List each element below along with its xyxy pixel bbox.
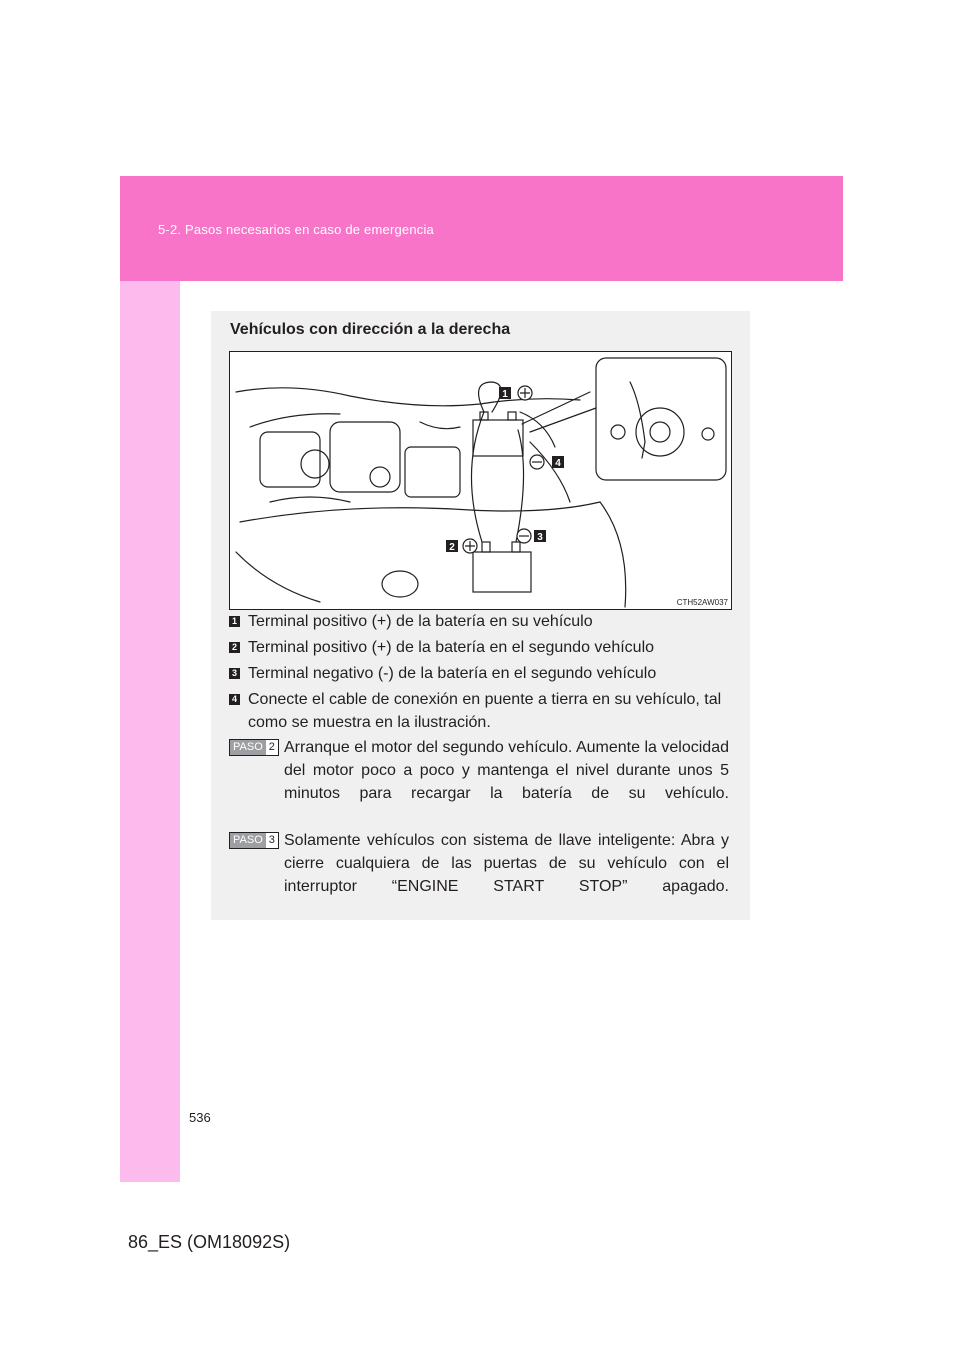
legend-number: 3 (229, 668, 240, 679)
step-badge (229, 832, 279, 849)
legend-item-2 (229, 636, 731, 659)
box-heading: Vehículos con dirección a la derecha (230, 321, 511, 338)
legend-text: Terminal negativo (-) de la batería en el segundo vehículo (248, 665, 657, 682)
legend-number: 4 (229, 694, 240, 705)
page-number: 536 (189, 1110, 211, 1125)
section-title: 5-2. Pasos necesarios en caso de emergencia (158, 222, 434, 237)
callout-markers (446, 387, 564, 553)
step-3 (229, 829, 729, 921)
side-strip (120, 281, 180, 1182)
callout-2: 2 (449, 542, 455, 553)
legend-item-1 (229, 610, 731, 633)
legend-item-4 (229, 688, 731, 734)
engine-bay-drawing (230, 352, 731, 609)
step-text: Arranque el motor del segundo vehículo. Aumente la velocidad del motor poco a poco y mantenga el nivel durante unos 5 minutos para recargar la batería de su vehículo. (284, 739, 729, 802)
step-badge-number: 3 (266, 833, 278, 848)
legend-item-3 (229, 662, 731, 685)
legend-text: Terminal positivo (+) de la batería en su vehículo (248, 613, 593, 630)
step-text: Solamente vehículos con sistema de llave inteligente: Abra y cierre cualquiera de las puertas de su vehículo con el interruptor “ENGINE START STOP” apagado. (284, 832, 729, 895)
callout-1: 1 (502, 389, 508, 400)
document-code: 86_ES (OM18092S) (128, 1232, 291, 1252)
step-badge-word: PASO (230, 740, 266, 755)
polarity-markers (463, 386, 544, 553)
figure-code: CTH52AW037 (676, 598, 728, 607)
callout-3: 3 (537, 532, 543, 543)
step-2 (229, 736, 729, 828)
step-badge-number: 2 (266, 740, 278, 755)
step-badge (229, 739, 279, 756)
jump-start-illustration (229, 351, 732, 610)
legend-text: Terminal positivo (+) de la batería en el segundo vehículo (248, 639, 655, 656)
callout-4: 4 (555, 458, 561, 469)
legend-number: 1 (229, 616, 240, 627)
legend-text: Conecte el cable de conexión en puente a tierra en su vehículo, tal como se muestra en la ilustración. (248, 691, 722, 731)
legend-number: 2 (229, 642, 240, 653)
step-badge-word: PASO (230, 833, 266, 848)
